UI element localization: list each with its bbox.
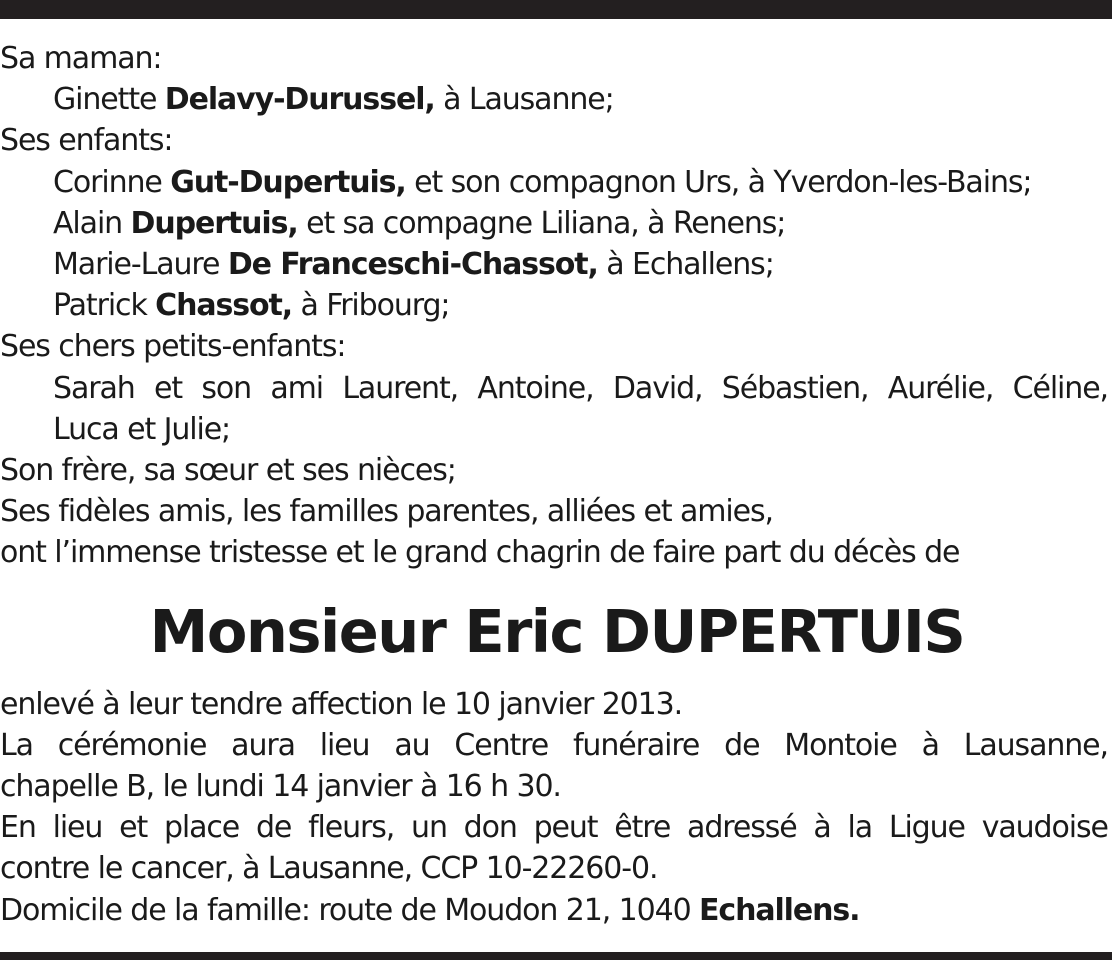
grandchildren-intro: Ses chers petits-enfants: xyxy=(0,329,346,365)
word: à xyxy=(921,727,939,763)
ceremony-line-end: chapelle B, le lundi 14 janvier à 16 h 30. xyxy=(0,769,561,805)
death-line: enlevé à leur tendre affection le 10 janvier 2013. xyxy=(0,686,683,722)
word: Sébastien, xyxy=(721,370,869,406)
announcement-line: ont l’immense tristesse et le grand chagrin de faire part du décès de xyxy=(0,535,960,571)
word: Centre xyxy=(454,727,549,763)
word: adressé xyxy=(687,810,797,846)
word: son xyxy=(201,370,252,406)
word: Aurélie, xyxy=(887,370,994,406)
word: à xyxy=(813,810,831,846)
child-surname: Gut-Dupertuis, xyxy=(170,164,406,200)
grandchildren-line xyxy=(0,368,1108,409)
word: cérémonie xyxy=(57,727,207,763)
word: don xyxy=(463,810,517,846)
child-line: Corinne Gut-Dupertuis, et son compagnon Urs, à Yverdon-les-Bains; xyxy=(53,164,1032,200)
donation-line-end: contre le cancer, à Lausanne, CCP 10-22260-0. xyxy=(0,851,658,887)
word: Laurent, xyxy=(342,370,459,406)
friends-line: Ses fidèles amis, les familles parentes, alliées et amies, xyxy=(0,494,773,530)
children-intro: Ses enfants: xyxy=(0,123,173,159)
word: Lausanne, xyxy=(963,727,1108,763)
word: lieu xyxy=(52,810,103,846)
word: Sarah xyxy=(53,370,135,406)
child-surname: Dupertuis, xyxy=(130,205,298,241)
word: En xyxy=(0,810,36,846)
word: un xyxy=(411,810,447,846)
word: fleurs, xyxy=(308,810,395,846)
word: au xyxy=(394,727,430,763)
word: place xyxy=(163,810,240,846)
word: aura xyxy=(231,727,295,763)
child-surname: Chassot, xyxy=(155,288,293,324)
word: la xyxy=(847,810,873,846)
donation-line xyxy=(0,807,1108,848)
child-surname: De Franceschi-Chassot, xyxy=(227,247,598,283)
word: Montoie xyxy=(784,727,897,763)
word: être xyxy=(614,810,671,846)
word: Céline, xyxy=(1012,370,1108,406)
word: de xyxy=(724,727,760,763)
word: peut xyxy=(533,810,598,846)
child-line: Patrick Chassot, à Fribourg; xyxy=(53,288,450,324)
word: David, xyxy=(612,370,703,406)
siblings-line: Son frère, sa sœur et ses nièces; xyxy=(0,453,456,489)
word: Antoine, xyxy=(477,370,594,406)
word: lieu xyxy=(319,727,370,763)
mother-intro: Sa maman: xyxy=(0,41,162,76)
word: ami xyxy=(270,370,323,406)
obituary-text xyxy=(0,38,1108,931)
word: vaudoise xyxy=(981,810,1108,846)
grandchildren-line-end: Luca et Julie; xyxy=(53,411,231,447)
bottom-rule xyxy=(0,952,1112,960)
word: funéraire xyxy=(572,727,700,763)
child-line: Alain Dupertuis, et sa compagne Liliana, à Renens; xyxy=(53,205,786,241)
mother-line: Ginette Delavy-Durussel, à Lausanne; xyxy=(53,82,614,118)
word: et xyxy=(119,810,148,846)
mother-surname: Delavy-Durussel, xyxy=(164,82,435,118)
address-city: Echallens. xyxy=(699,892,860,928)
word: et xyxy=(153,370,183,406)
child-line: Marie-Laure De Franceschi-Chassot, à Echallens; xyxy=(53,247,774,283)
word: de xyxy=(255,810,292,846)
top-rule xyxy=(0,0,1112,19)
address-line: Domicile de la famille: route de Moudon 21, 1040 Echallens. xyxy=(0,892,860,928)
word: La xyxy=(0,727,33,763)
deceased-name: Monsieur Eric DUPERTUIS xyxy=(149,596,965,666)
ceremony-line xyxy=(0,725,1108,766)
word: Ligue xyxy=(888,810,965,846)
